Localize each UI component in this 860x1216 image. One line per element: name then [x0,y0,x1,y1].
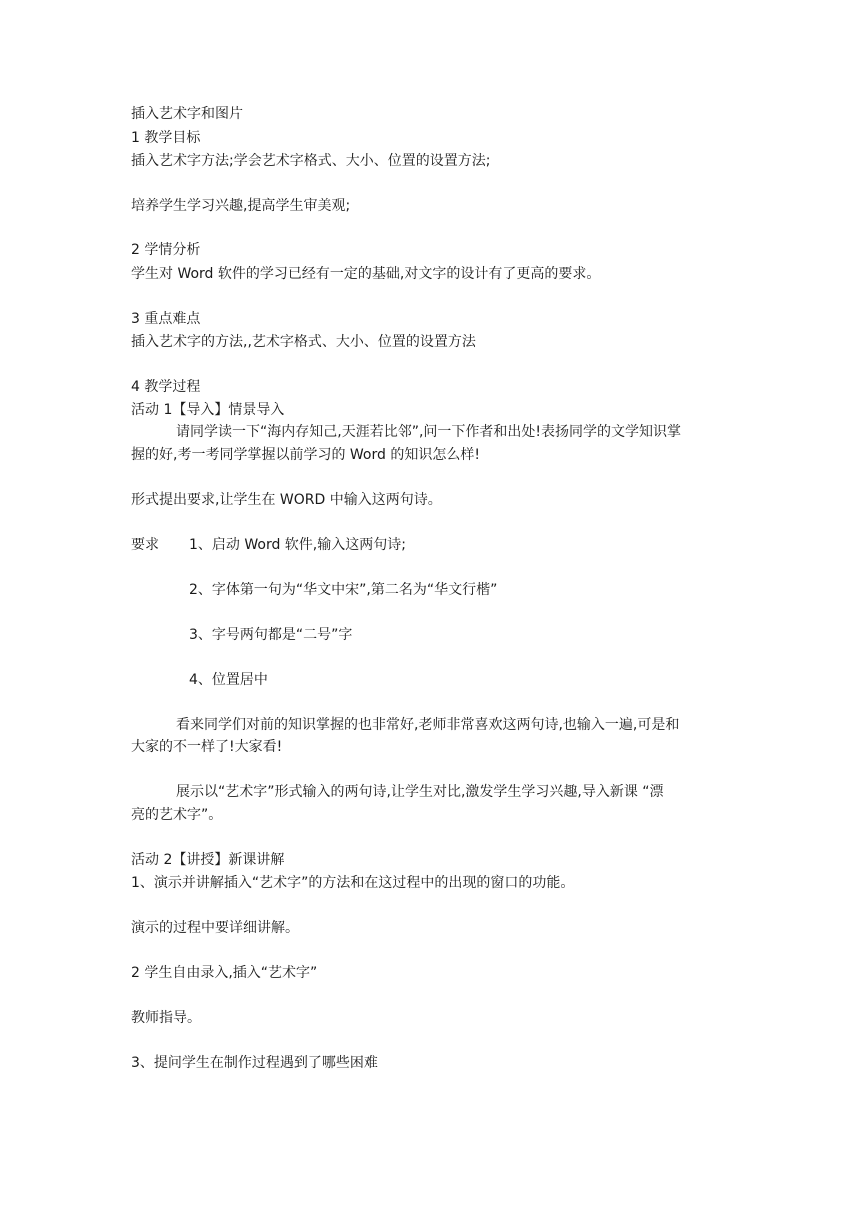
paragraph-2: 形式提出要求,让学生在 WORD 中输入这两句诗。 [131,492,442,508]
section-heading-analysis: 2 学情分析 [131,242,201,258]
activity-2-line-1: 1、演示并讲解插入“艺术字”的方法和在这过程中的出现的窗口的功能。 [131,875,575,891]
paragraph-4-line-2: 亮的艺术字”。 [131,807,223,823]
objectives-line-1: 插入艺术字方法;学会艺术字格式、大小、位置的设置方法; [131,153,491,169]
requirement-item: 3、字号两句都是“二号”字 [189,627,353,643]
objectives-line-2: 培养学生学习兴趣,提高学生审美观; [131,198,351,214]
activity-2-line-3: 2 学生自由录入,插入“艺术字” [131,965,318,981]
requirements-label: 要求 [131,537,159,553]
section-heading-keypoints: 3 重点难点 [131,311,201,327]
paragraph-3-line-1: 看来同学们对前的知识掌握的也非常好,老师非常喜欢这两句诗,也输入一遍,可是和 [176,717,680,733]
activity-2-heading: 活动 2【讲授】新课讲解 [131,852,285,868]
requirement-item: 1、启动 Word 软件,输入这两句诗; [189,537,406,553]
activity-1-heading: 活动 1【导入】情景导入 [131,402,285,418]
analysis-line-1: 学生对 Word 软件的学习已经有一定的基础,对文字的设计有了更高的要求。 [131,266,601,282]
doc-title: 插入艺术字和图片 [131,106,243,122]
requirement-item: 4、位置居中 [189,672,268,688]
keypoints-line-1: 插入艺术字的方法,,艺术字格式、大小、位置的设置方法 [131,334,476,350]
paragraph-3-line-2: 大家的不一样了!大家看! [131,739,283,755]
activity-2-line-5: 3、提问学生在制作过程遇到了哪些困难 [131,1055,378,1071]
paragraph-1-line-2: 握的好,考一考同学掌握以前学习的 Word 的知识怎么样! [131,447,480,463]
activity-2-line-4: 教师指导。 [131,1010,201,1026]
section-heading-process: 4 教学过程 [131,379,201,395]
section-heading-objectives: 1 教学目标 [131,130,201,146]
paragraph-4-line-1: 展示以“艺术字”形式输入的两句诗,让学生对比,激发学生学习兴趣,导入新课 “漂 [176,784,664,800]
requirement-item: 2、字体第一句为“华文中宋”,第二名为“华文行楷” [189,582,498,598]
paragraph-1-line-1: 请同学读一下“海内存知己,天涯若比邻”,问一下作者和出处!表扬同学的文学知识掌 [176,424,682,440]
activity-2-line-2: 演示的过程中要详细讲解。 [131,920,299,936]
